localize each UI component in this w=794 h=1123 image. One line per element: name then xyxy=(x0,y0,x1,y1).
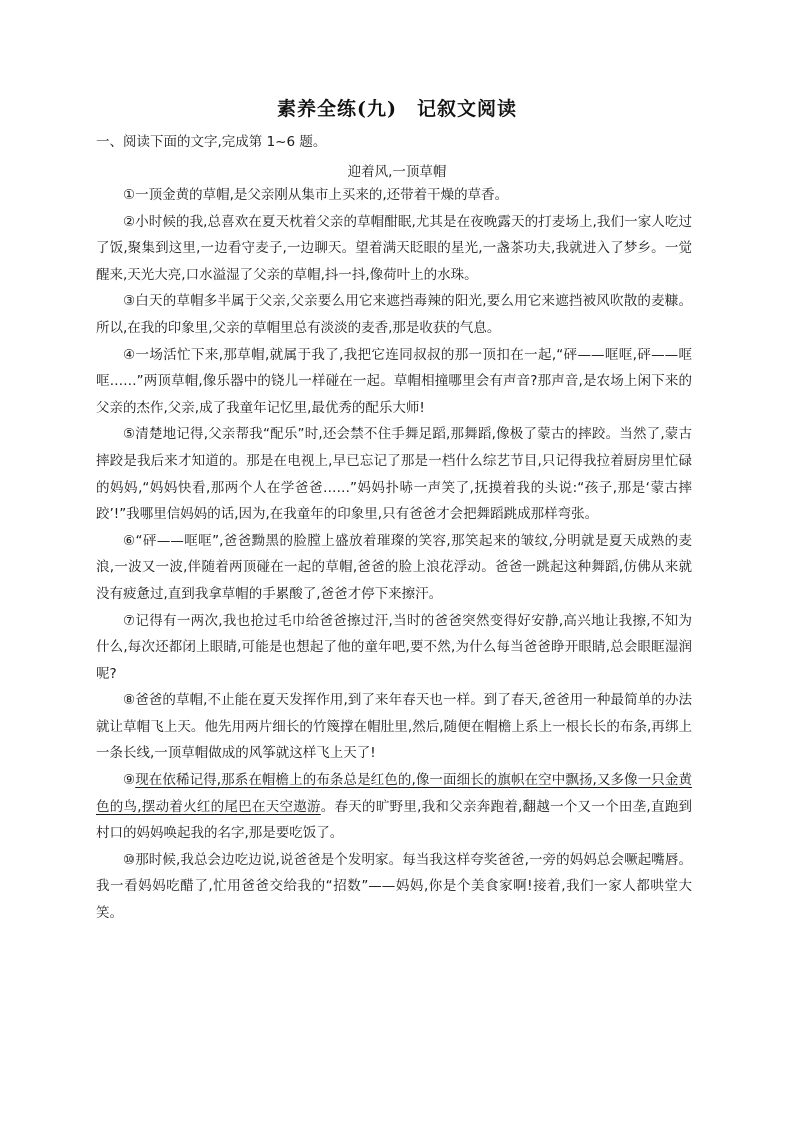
paragraph-7: ⑦记得有一两次,我也抢过毛巾给爸爸擦过汗,当时的爸爸突然变得好安静,高兴地让我擦,不知为什么,每次还都闭上眼睛,可能是也想起了他的童年吧,要不然,为什么每当爸爸睁开眼睛,总会眼眶湿润呢? xyxy=(96,612,692,682)
paragraph-6: ⑥“砰——哐哐”,爸爸黝黑的脸膛上盛放着璀璨的笑容,那笑起来的皱纹,分明就是夏天成熟的麦浪,一波又一波,伴随着两顶碰在一起的草帽,爸爸的脸上浪花浮动。爸爸一跳起这种舞蹈,仿佛从来就没有疲惫过,直到我拿草帽的手累酸了,爸爸才停下来擦汗。 xyxy=(96,532,692,602)
question-instruction: 一、阅读下面的文字,完成第 1~6 题。 xyxy=(96,134,327,150)
article-body xyxy=(96,182,692,927)
page-title: 素养全练(九) 记叙文阅读 xyxy=(277,98,517,120)
paragraph-9: ⑨现在依稀记得,那系在帽檐上的布条总是红色的,像一面细长的旗帜在空中飘扬,又多像一只金黄色的鸟,摆动着火红的尾巴在天空遨游。春天的旷野里,我和父亲奔跑着,翻越一个又一个田垄,直跑到村口的妈妈唤起我的名字,那是要吃饭了。 xyxy=(96,772,692,842)
article-title: 迎着风,一顶草帽 xyxy=(347,164,447,180)
underlined-sentence: 现在依稀记得,那系在帽檐上的布条总是红色的,像一面细长的旗帜在空中飘扬,又多像一只金黄色的鸟,摆动着火红的尾巴在天空遨游 xyxy=(96,772,692,815)
paragraph-8: ⑧爸爸的草帽,不止能在夏天发挥作用,到了来年春天也一样。到了春天,爸爸用一种最简单的办法就让草帽飞上天。他先用两片细长的竹篾撑在帽肚里,然后,随便在帽檐上系上一根长长的布条,再绑上一条长线,一顶草帽做成的风筝就这样飞上天了! xyxy=(96,692,692,762)
paragraph-5: ⑤清楚地记得,父亲帮我“配乐”时,还会禁不住手舞足蹈,那舞蹈,像极了蒙古的摔跤。当然了,蒙古摔跤是我后来才知道的。那是在电视上,早已忘记了那是一档什么综艺节目,只记得我拉着厨房里忙碌的妈妈,“妈妈快看,那两个人在学爸爸……”妈妈扑哧一声笑了,抚摸着我的头说:“孩子,那是‘蒙古摔跤’!”我哪里信妈妈的话,因为,在我童年的印象里,只有爸爸才会把舞蹈跳成那样弯张。 xyxy=(96,426,692,523)
paragraph-1: ①一顶金黄的草帽,是父亲刚从集市上买来的,还带着干燥的草香。 xyxy=(123,187,509,203)
paragraph-4: ④一场活忙下来,那草帽,就属于我了,我把它连同叔叔的那一顶扣在一起,“砰——哐哐,砰——哐哐……”两顶草帽,像乐器中的铙儿一样碰在一起。草帽相撞哪里会有声音?那声音,是农场上闲下来的父亲的杰作,父亲,成了我童年记忆里,最优秀的配乐大师! xyxy=(96,346,692,416)
paragraph-3: ③白天的草帽多半属于父亲,父亲要么用它来遮挡毒辣的阳光,要么用它来遮挡被风吹散的麦糠。所以,在我的印象里,父亲的草帽里总有淡淡的麦香,那是收获的气息。 xyxy=(96,293,692,336)
paragraph-10: ⑩那时候,我总会边吃边说,说爸爸是个发明家。每当我这样夸奖爸爸,一旁的妈妈总会噘起嘴唇。我一看妈妈吃醋了,忙用爸爸交给我的“招数”——妈妈,你是个美食家啊!接着,我们一家人都哄堂大笑。 xyxy=(96,851,692,922)
paragraph-2: ②小时候的我,总喜欢在夏天枕着父亲的草帽酣眠,尤其是在夜晚露天的打麦场上,我们一家人吃过了饭,聚集到这里,一边看守麦子,一边聊天。望着满天眨眼的星光,一盏茶功夫,我就进入了梦乡。一觉醒来,天光大亮,口水溢湿了父亲的草帽,抖一抖,像荷叶上的水珠。 xyxy=(96,213,692,283)
